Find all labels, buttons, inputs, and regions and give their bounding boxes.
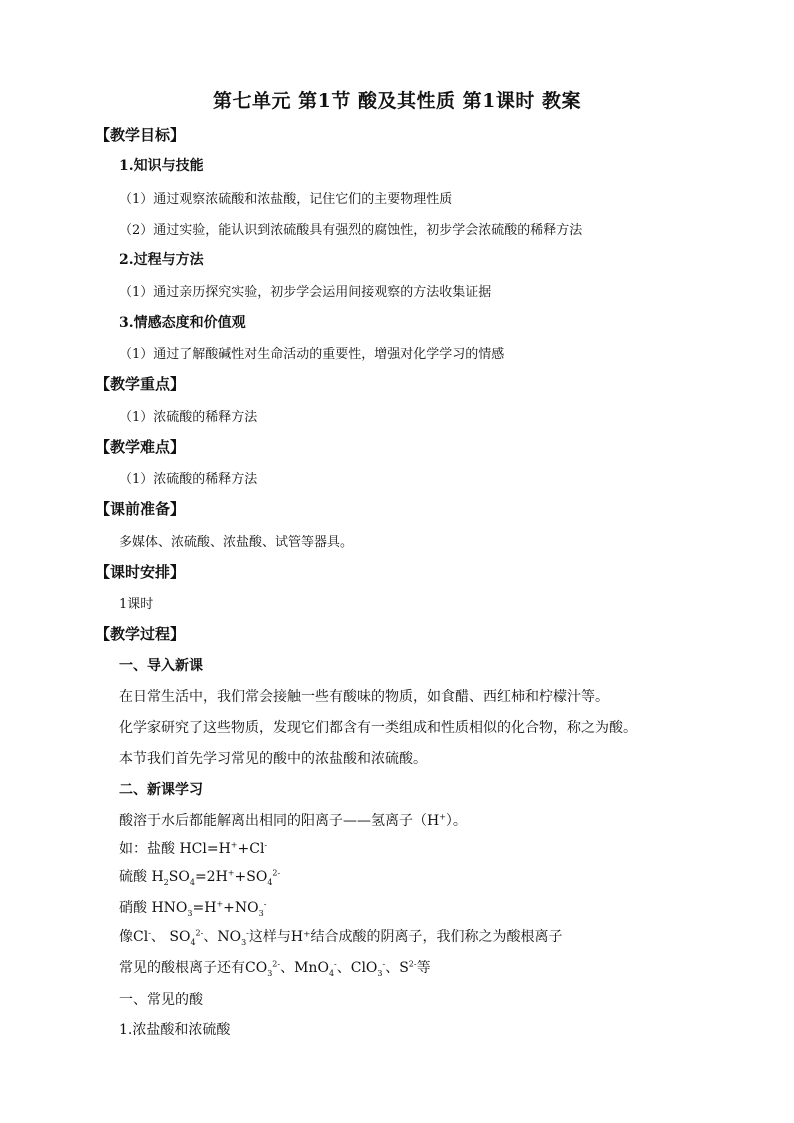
key-points-item-1: （1）浓硫酸的稀释方法 [119,410,258,425]
page-title: 第七单元 第1节 酸及其性质 第1课时 教案 [213,90,581,112]
example-hcl: 如：盐酸 HCl=H++Cl- [119,840,268,857]
preparation-heading: 【课前准备】 [95,500,186,518]
process-item-1: （1）通过亲历探究实验，初步学会运用间接观察的方法收集证据 [119,285,492,300]
key-points-heading: 【教学重点】 [95,375,186,393]
common-acids-heading: 一、常见的酸 [119,992,203,1008]
schedule-text: 1课时 [119,597,154,612]
acid-radical-definition: 像Cl-、 $SO_4^{2-}$、$NO_3^-$这样与H⁺结合成酸的阴离子，我们称之为酸根离子 [119,928,563,947]
intro-para-2: 化学家研究了这些物质，发现它们都含有一类组成和性质相似的化合物，称之为酸。 [119,720,637,736]
intro-title: 一、导入新课 [119,658,203,674]
preparation-text: 多媒体、浓硫酸、浓盐酸、试管等器具。 [119,535,354,550]
knowledge-item-1: （1）通过观察浓硫酸和浓盐酸，记住它们的主要物理性质 [119,192,453,207]
difficulties-item-1: （1）浓硫酸的稀释方法 [119,472,258,487]
knowledge-item-2: （2）通过实验，能认识到浓硫酸具有强烈的腐蚀性，初步学会浓硫酸的稀释方法 [119,223,583,238]
acid-definition: 酸溶于水后都能解离出相同的阳离子——氢离子（H+）。 [119,812,467,829]
difficulties-heading: 【教学难点】 [95,438,186,456]
knowledge-title: 1.知识与技能 [119,158,204,174]
example-h2so4: 硫酸 $H_2SO_4=2H^++SO_4^{2-}$ [119,868,281,887]
objectives-heading: 【教学目标】 [95,126,186,144]
common-acid-radicals: 常见的酸根离子还有$CO_3^{2-}$、MnO$_4$-、ClO$_3$-、$S^{2-}$等 [119,959,431,978]
intro-para-1: 在日常生活中，我们常会接触一些有酸味的物质，如食醋、西红柿和柠檬汁等。 [119,689,609,705]
teaching-process-heading: 【教学过程】 [95,625,186,643]
intro-para-3: 本节我们首先学习常见的酸中的浓盐酸和浓硫酸。 [119,751,427,767]
schedule-heading: 【课时安排】 [95,563,186,581]
example-hno3: 硝酸 $HNO_3=H^++NO_3^-$ [119,899,267,918]
attitude-item-1: （1）通过了解酸碱性对生命活动的重要性，增强对化学学习的情感 [119,347,505,362]
attitude-title: 3.情感态度和价值观 [119,315,246,331]
process-title: 2.过程与方法 [119,252,204,268]
new-lesson-title: 二、新课学习 [119,782,203,798]
subsection-concentrated-acids: 1.浓盐酸和浓硫酸 [119,1022,231,1038]
